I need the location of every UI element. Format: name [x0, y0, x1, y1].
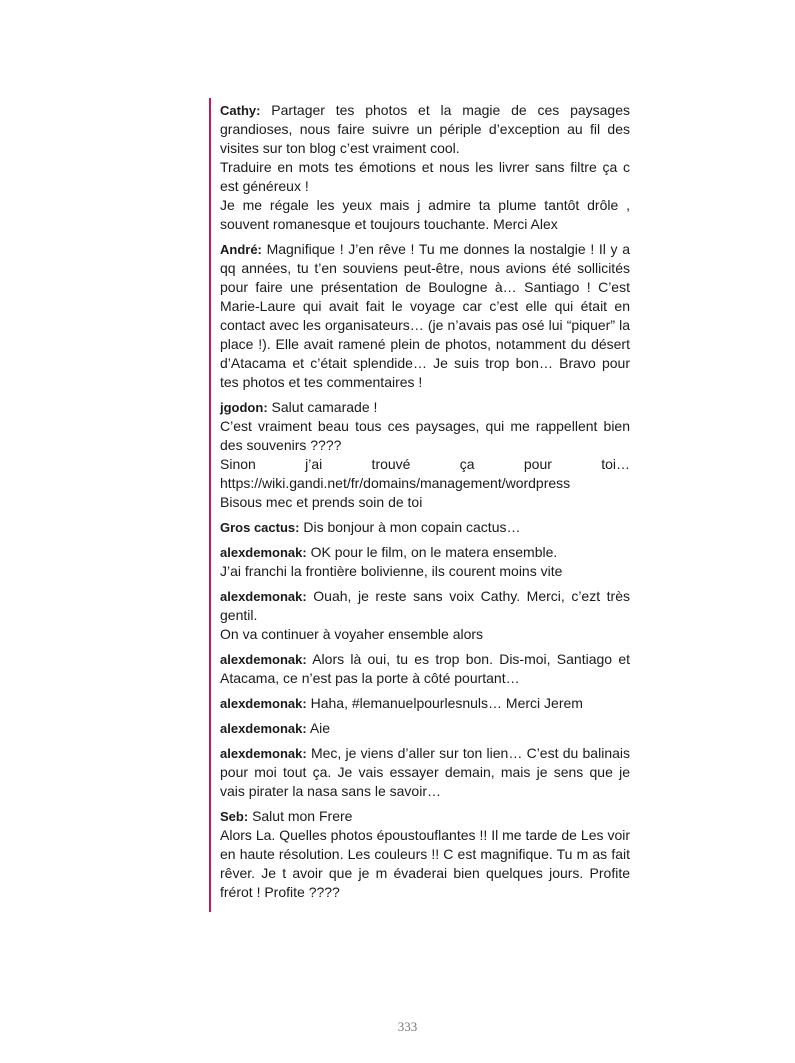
comment	[220, 694, 630, 713]
comment-text: Aie	[309, 720, 331, 736]
comment-paragraph	[220, 455, 630, 493]
comment-paragraph	[220, 587, 630, 625]
comment-text: Partager tes photos et la magie de ces paysages grandioses, nous faire suivre un périple d’exception au fil des visites sur ton blog c’est vraiment cool.	[220, 102, 631, 156]
comment-text: Bisous mec et prends soin de toi	[220, 494, 423, 510]
comment-paragraph	[220, 562, 630, 581]
comment-text: Je me régale les yeux mais j admire ta plume tantôt drôle , souvent romanesque et toujours touchante. Merci Alex	[220, 197, 630, 232]
page-number: 333	[397, 1019, 418, 1034]
comment-text: Alors La. Quelles photos époustouflantes !! Il me tarde de Les voir en haute résolution. Les couleurs !! C est magnifique. Tu m as fait rêver. Je t avoir que je m évaderai bien quelques jours. Profite frérot ! Profite ????	[220, 827, 630, 900]
comment-paragraph	[220, 493, 630, 512]
comment-text: J’ai franchi la frontière bolivienne, ils courent moins vite	[220, 563, 563, 579]
comment	[220, 240, 630, 392]
comment-text: Mec, je viens d’aller sur ton lien… C’est du balinais pour moi tout ça. Je vais essayer demain, mais je sens que je vais pirater la nasa sans le savoir…	[220, 745, 630, 799]
comment-paragraph	[220, 694, 630, 713]
comments-block	[209, 98, 630, 912]
comment-text: On va continuer à voyaher ensemble alors	[220, 626, 484, 642]
comment-text: Salut camarade !	[271, 399, 378, 415]
comment-text: Salut mon Frere	[252, 808, 353, 824]
comment-author: alexdemonak:	[220, 652, 307, 667]
comment-text: Dis bonjour à mon copain cactus…	[303, 519, 521, 535]
comment	[220, 543, 630, 581]
comment-author: alexdemonak:	[220, 545, 307, 560]
comment-text: Magnifique ! J’en rêve ! Tu me donnes la nostalgie ! Il y a qq années, tu t’en souviens peut-être, nous avions été sollicités pour faire une présentation de Boulogne à… Santiago ! C’est Marie-Laure qui avait fait le voyage car c’est elle qui était en contact avec les organisateurs… (je n’avais pas osé lui “piquer” la place !). Elle avait ramené plein de photos, notamment du désert d’Atacama et c’était splendide… Je suis trop bon… Bravo pour tes photos et tes commentaires !	[220, 241, 630, 390]
comment-paragraph	[220, 398, 630, 417]
comment-paragraph	[220, 101, 630, 158]
comment-author: André:	[220, 242, 262, 257]
comment-author: Cathy:	[220, 103, 261, 118]
comment-author: Gros cactus:	[220, 520, 300, 535]
comment-author: Seb:	[220, 809, 249, 824]
comment-author: alexdemonak:	[220, 721, 307, 736]
comment-paragraph	[220, 240, 630, 392]
comment	[220, 650, 630, 688]
comment	[220, 807, 630, 902]
comment	[220, 587, 630, 644]
comment-paragraph	[220, 719, 630, 738]
comment-text: Ouah, je reste sans voix Cathy. Merci, c’ezt très gentil.	[220, 588, 631, 623]
comment-paragraph	[220, 417, 630, 455]
comment-paragraph	[220, 826, 630, 902]
comment	[220, 101, 630, 234]
comment-author: alexdemonak:	[220, 696, 307, 711]
comment	[220, 518, 630, 537]
comment-paragraph	[220, 518, 630, 537]
comment	[220, 719, 630, 738]
comment-author: alexdemonak:	[220, 746, 307, 761]
comment-paragraph	[220, 650, 630, 688]
comment-author: alexdemonak:	[220, 589, 307, 604]
comment-text: Haha, #lemanuelpourlesnuls… Merci Jerem	[310, 695, 583, 711]
comment-text: Alors là oui, tu es trop bon. Dis-moi, Santiago et Atacama, ce n’est pas la porte à côté pourtant…	[220, 651, 631, 686]
comment-paragraph	[220, 543, 630, 562]
comment-paragraph	[220, 625, 630, 644]
comment-text: OK pour le film, on le matera ensemble.	[310, 544, 558, 560]
comment-text: Traduire en mots tes émotions et nous les livrer sans filtre ça c est généreux !	[220, 159, 630, 194]
comment-paragraph	[220, 196, 630, 234]
comment-paragraph	[220, 807, 630, 826]
comment-author: jgodon:	[220, 400, 268, 415]
comment-paragraph	[220, 158, 630, 196]
comment-text: Sinon j’ai trouvé ça pour toi… https://wiki.gandi.net/fr/domains/management/wordpress	[220, 456, 630, 491]
comment	[220, 744, 630, 801]
comment-text: C’est vraiment beau tous ces paysages, qui me rappellent bien des souvenirs ????	[220, 418, 630, 453]
comment-paragraph	[220, 744, 630, 801]
comment	[220, 398, 630, 512]
